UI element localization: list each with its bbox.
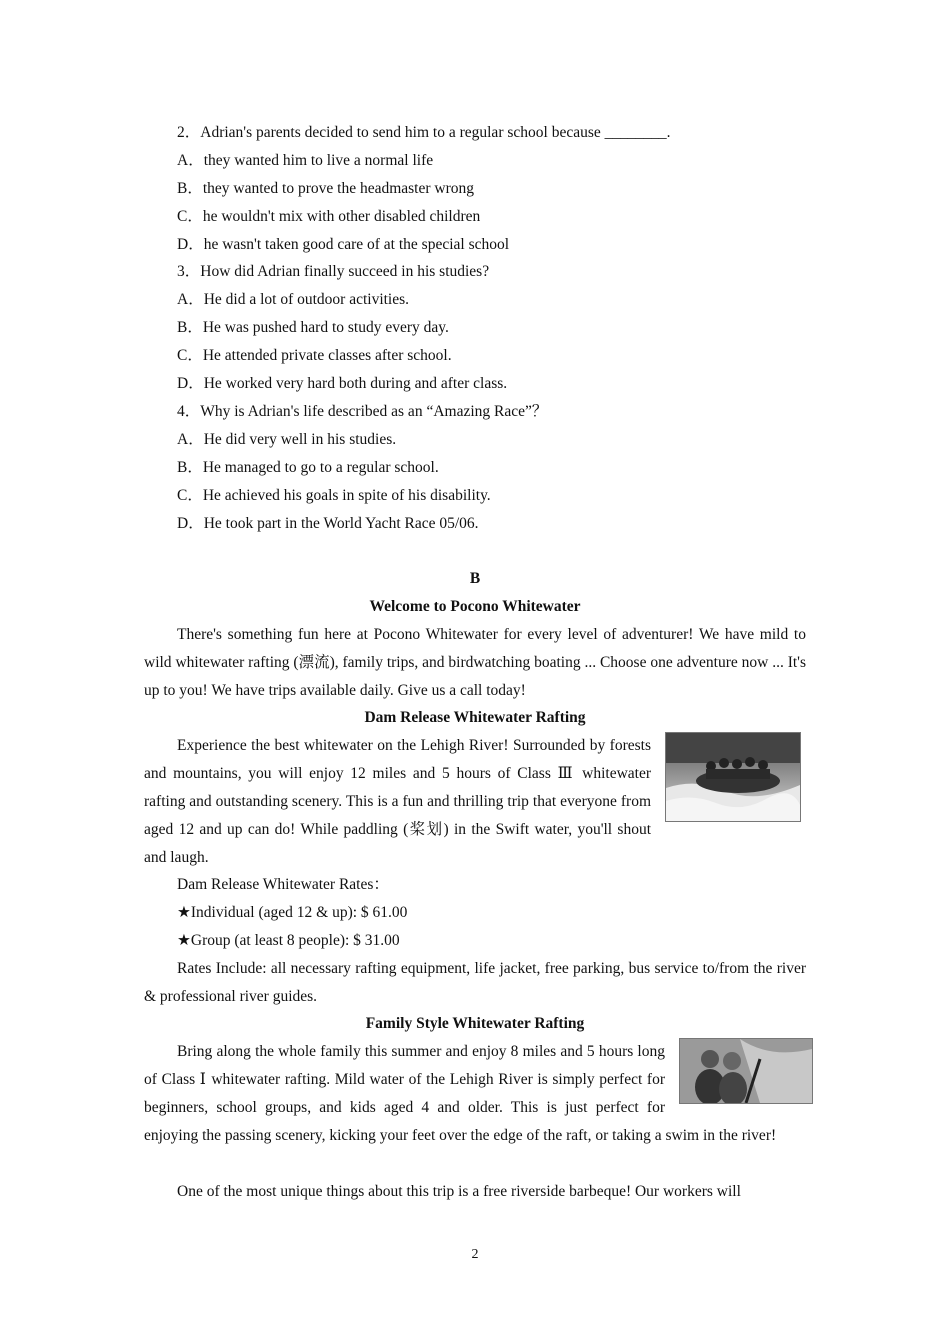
option-b: B．He managed to go to a regular school.	[177, 459, 439, 476]
option-a: A．He did a lot of outdoor activities.	[177, 291, 410, 308]
rate-group: ★Group (at least 8 people): $ 31.00	[177, 932, 400, 949]
family-photo-svg	[679, 1038, 813, 1104]
rafting-photo-svg	[665, 732, 801, 822]
question-stem: 2．Adrian's parents decided to send him to a regular school because ________.	[177, 124, 671, 141]
family-paragraph-2: One of the most unique things about this trip is a free riverside barbeque! Our workers will	[177, 1183, 741, 1200]
option-b: B．they wanted to prove the headmaster wrong	[177, 180, 474, 197]
rafting-photo	[665, 732, 810, 820]
option-d: D．he wasn't taken good care of at the special school	[177, 236, 510, 253]
option-d: D．He took part in the World Yacht Race 05/06.	[177, 515, 479, 532]
dam-heading: Dam Release Whitewater Rafting	[364, 709, 586, 726]
option-a: A．they wanted him to live a normal life	[177, 152, 434, 169]
intro-paragraph: There's something fun here at Pocono Whitewater for every level of adventurer! We have mild to wild whitewater rafting (漂流), family trips, and birdwatching boating ... Choose one adventure now ... It's up to you! We have trips available daily. Give us a call today!	[144, 626, 806, 699]
family-paragraph	[144, 1038, 806, 1150]
family-photo	[679, 1038, 822, 1098]
section-title: Welcome to Pocono Whitewater	[369, 598, 581, 615]
family-heading: Family Style Whitewater Rafting	[365, 1015, 585, 1032]
option-b: B．He was pushed hard to study every day.	[177, 319, 449, 336]
option-c: C．he wouldn't mix with other disabled children	[177, 208, 481, 225]
question-stem: 3．How did Adrian finally succeed in his studies?	[177, 263, 490, 280]
option-c: C．He attended private classes after school.	[177, 347, 452, 364]
option-d: D．He worked very hard both during and after class.	[177, 375, 508, 392]
question-stem: 4．Why is Adrian's life described as an “Amazing Race”？	[177, 403, 548, 420]
family-text: Bring along the whole family this summer and enjoy 8 miles and 5 hours long of Class Ⅰ whitewater rafting. Mild water of the Lehigh River is simply perfect for beginners, school groups, and kids aged 4 and older. This is just perfect for enjoying the passing scenery, kicking your feet over the edge of the raft, or taking a swim in the river!	[144, 1043, 777, 1144]
section-letter: B	[469, 570, 481, 587]
option-c: C．He achieved his goals in spite of his disability.	[177, 487, 491, 504]
rate-individual: ★Individual (aged 12 & up): $ 61.00	[177, 904, 408, 921]
rates-include: Rates Include: all necessary rafting equipment, life jacket, free parking, bus service to/from the river & professional river guides.	[144, 960, 806, 1005]
dam-text: Experience the best whitewater on the Lehigh River! Surrounded by forests and mountains, you will enjoy 12 miles and 5 hours of Class Ⅲ whitewater rafting and outstanding scenery. This is a fun and thrilling trip that everyone from aged 12 and up can do! While paddling (桨划) in the Swift water, you'll shout and laugh.	[144, 737, 651, 866]
page-number: 2	[471, 1247, 479, 1262]
rates-label: Dam Release Whitewater Rates：	[177, 876, 389, 893]
option-a: A．He did very well in his studies.	[177, 431, 397, 448]
dam-paragraph	[144, 732, 806, 872]
